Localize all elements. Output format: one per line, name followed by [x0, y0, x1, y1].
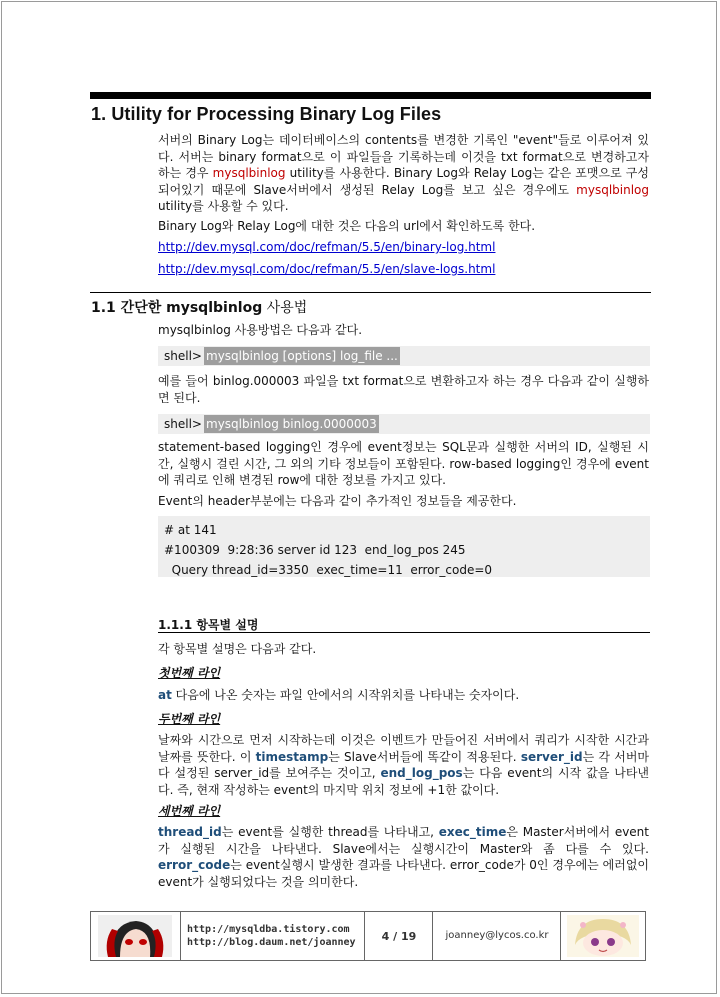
- code-line: #100309 9:28:36 server id 123 end_log_pos 245: [164, 543, 466, 557]
- character-avatar-left: [98, 915, 172, 957]
- footer-left-image-cell: [91, 912, 181, 960]
- first-line-desc: at 다음에 나온 숫자는 파일 안에서의 시작위치를 나타내는 숫자이다.: [158, 688, 520, 702]
- shell-usage-box: [158, 346, 650, 366]
- footer-urls-cell: [181, 912, 365, 960]
- header-rule: [90, 92, 651, 99]
- second-line-desc: 날짜와 시간으로 먼저 시작하는데 이것은 이벤트가 만들어진 서버에서 쿼리가 시작한 시간과 날짜를 뜻한다. 이 timestamp는 Slave서버들에 똑같이 적용된다. server_id는 각 서버마다 설정된 server_id를 보여주는 것이고, end_log_pos는 다음 event의 시작 값을 나타낸다. 즉, 현재 작성하는 event의 마지막 위치 정보에 +1한 값이다.: [158, 733, 650, 797]
- shell-example-box: [158, 414, 650, 434]
- section-divider: [90, 292, 651, 293]
- subsection-title: 1.1 간단한 mysqlbinlog 사용법: [91, 300, 308, 316]
- slave-logs-link[interactable]: http://dev.mysql.com/doc/refman/5.5/en/slave-logs.html: [158, 262, 496, 276]
- shell-prompt: shell>: [164, 349, 202, 363]
- footer-blog-url[interactable]: http://mysqldba.tistory.com: [187, 924, 350, 935]
- event-header-code: [158, 516, 650, 577]
- third-line-heading: 세번째 라인: [158, 804, 221, 818]
- shell-command: mysqlbinlog binlog.0000003: [206, 417, 377, 431]
- author-email[interactable]: joanney@lycos.co.kr: [445, 930, 549, 941]
- third-line-desc: thread_id는 event를 실행한 thread를 나타내고, exec_time은 Master서버에서 event가 실행된 시간을 나타낸다. Slave에서는 실행시간이 Master와 좀 다를 수 있다. error_code는 event실행시 발생한 결과를 나타낸다. error_code가 0인 경우에는 에러없이 event가 실행되었다는 것을 의미한다.: [158, 825, 649, 889]
- url-intro-text: Binary Log와 Relay Log에 대한 것은 다음의 url에서 확인하도록 한다.: [158, 219, 536, 233]
- shell-prompt: shell>: [164, 417, 202, 431]
- binary-log-link[interactable]: http://dev.mysql.com/doc/refman/5.5/en/binary-log.html: [158, 240, 496, 254]
- intro-paragraph: 서버의 Binary Log는 데이터베이스의 contents를 변경한 기록인 "event"들로 이루어져 있다. 서버는 binary format으로 이 파일들을 기록하는데 이것을 txt format으로 변경하고자 하는 경우 mysqlbinlog utility를 사용한다. Binary Log와 Relay Log는 같은 포맷으로 구성되어있기 때문에 Slave서버에서 생성된 Relay Log를 보고 싶은 경우에도 mysqlbinlog utility를 사용할 수 있다.: [158, 133, 649, 213]
- subsubsection-rule: [158, 632, 650, 633]
- example-text: 예를 들어 binlog.000003 파일을 txt format으로 변환하고자 하는 경우 다음과 같이 실행하면 된다.: [158, 374, 649, 405]
- footer-email-cell: [433, 912, 561, 960]
- mysqlbinlog-keyword: mysqlbinlog: [576, 182, 649, 197]
- statement-based-paragraph: statement-based logging인 경우에 event정보는 SQL문과 실행한 서버의 ID, 실행된 시간, 실행시 걸린 시간, 그 외의 기타 정보들이 포함된다. row-based logging인 경우에 event에 쿼리로 인해 변경된 row에 대한 정보를 가지고 있다.: [158, 440, 649, 487]
- code-line: Query thread_id=3350 exec_time=11 error_code=0: [164, 563, 493, 577]
- page-number: 4 / 19: [381, 930, 417, 943]
- second-line-heading: 두번째 라인: [158, 712, 221, 726]
- footer-blog-url[interactable]: http://blog.daum.net/joanney: [187, 937, 356, 948]
- code-line: # at 141: [164, 523, 217, 537]
- items-intro: 각 항목별 설명은 다음과 같다.: [158, 642, 317, 656]
- usage-text: mysqlbinlog 사용방법은 다음과 같다.: [158, 323, 363, 337]
- mysqlbinlog-keyword: mysqlbinlog: [212, 166, 286, 180]
- event-header-text: Event의 header부분에는 다음과 같이 추가적인 정보들을 제공한다.: [158, 494, 517, 508]
- subsubsection-title: 1.1.1 항목별 설명: [158, 618, 259, 632]
- character-avatar-right: [567, 915, 639, 957]
- footer-page-cell: [365, 912, 433, 960]
- page-footer: [90, 911, 646, 961]
- section-title: 1. Utility for Processing Binary Log Files: [91, 104, 442, 124]
- footer-right-image-cell: [561, 912, 645, 960]
- shell-command: mysqlbinlog [options] log_file ...: [206, 349, 398, 363]
- first-line-heading: 첫번째 라인: [158, 666, 221, 680]
